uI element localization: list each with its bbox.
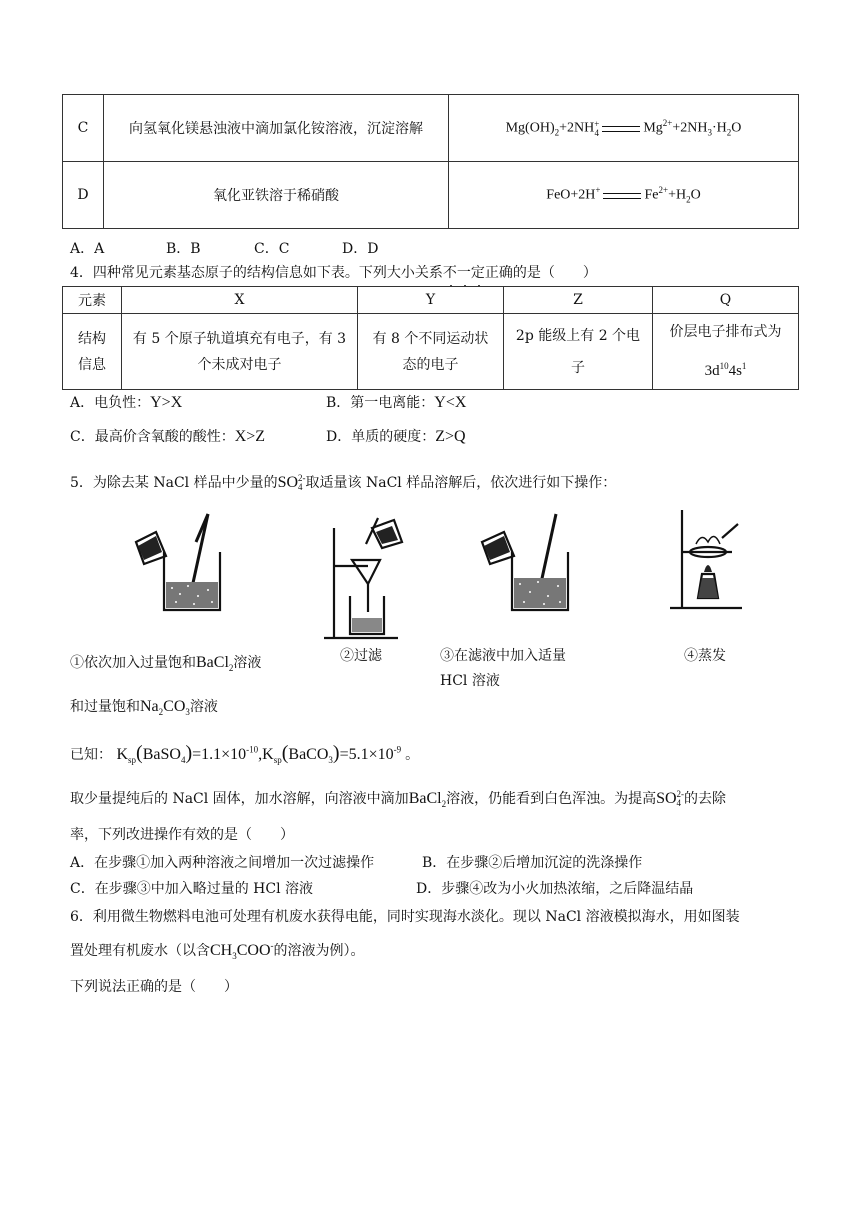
option-a[interactable]: A．在步骤①加入两种溶液之间增加一次过滤操作 xyxy=(70,855,375,871)
row-description: 氧化亚铁溶于稀硝酸 xyxy=(104,162,449,229)
header-z: Z xyxy=(504,287,653,314)
q5-question: 率，下列改进操作有效的是（ ） xyxy=(70,827,294,843)
caption-step1-cont: 和过量饱和$Na_2CO_3$溶液 xyxy=(70,698,218,718)
option-c[interactable]: C．在步骤③中加入略过量的 HCl 溶液 xyxy=(70,881,314,897)
q6-line2: 置处理有机废水（以含$CH_3COO^-$的溶液为例）。 xyxy=(70,940,365,962)
q5-options-row1 xyxy=(70,852,642,872)
q5-stem: 5．为除去某 NaCl 样品中少量的SO 2- 4 取适量该 NaCl 样品溶解后，依次进行如下操作： xyxy=(70,473,617,493)
apparatus-filtration-icon xyxy=(322,508,406,646)
q4-header-row xyxy=(63,287,799,314)
row-label: 结构信息 xyxy=(63,314,122,390)
q3-table xyxy=(62,94,799,229)
row-label: D xyxy=(63,162,104,229)
equals-sign xyxy=(602,126,640,132)
header-x: X xyxy=(122,287,358,314)
q4-table xyxy=(62,286,799,390)
option-d[interactable]: D．D xyxy=(342,241,379,257)
q5-paragraph: 取少量提纯后的 NaCl 固体，加水溶解，向溶液中滴加BaCl$_2$溶液，仍能看到白色浑浊。为提高SO 2- 4 的去除 xyxy=(70,789,727,810)
apparatus-evaporation-icon xyxy=(666,508,746,614)
q3-options xyxy=(70,238,378,258)
q3-row-c xyxy=(63,95,799,162)
q4-options-row1 xyxy=(70,392,466,412)
z-info: 2p 能级上有 2 个电子 xyxy=(504,314,653,390)
equation-c: $Mg(OH)_2+2NH$ + 4 $Mg^{2+}+2NH_3\cdot H_2O$ xyxy=(449,95,799,162)
emphasis-text: 不一定 xyxy=(442,265,485,281)
option-b[interactable]: B．B xyxy=(166,241,201,257)
header-q: Q xyxy=(653,287,799,314)
row-label: C xyxy=(63,95,104,162)
caption-step1: ①依次加入过量饱和BaCl$_2$溶液 xyxy=(70,654,262,674)
q3-row-d xyxy=(63,162,799,229)
caption-step2: ②过滤 xyxy=(340,648,382,664)
row-description: 向氢氧化镁悬浊液中滴加氯化铵溶液，沉淀溶解 xyxy=(104,95,449,162)
q4-info-row xyxy=(63,314,799,390)
apparatus-add-hcl-icon xyxy=(476,512,572,616)
q4-stem: 4．四种常见元素基态原子的结构信息如下表。下列大小关系不一定正确的是（ ） xyxy=(70,265,597,281)
equation-d: FeO+2H+ $Fe^{2+}+H_2O$ xyxy=(449,162,799,229)
option-d[interactable]: D．单质的硬度：Z>Q xyxy=(326,428,466,445)
x-info: 有 5 个原子轨道填充有电子，有 3 个未成对电子 xyxy=(122,314,358,390)
caption-step3: ③在滤液中加入适量 HCl 溶液 xyxy=(440,648,566,689)
ksp-line: 已知： $K_{sp}(BaSO_4)=1.1\times 10^{-10},K_{sp}(BaCO_3)=5.1\times 10^{-9}$ 。 xyxy=(70,742,420,766)
option-b[interactable]: B．第一电离能：Y<X xyxy=(326,394,467,411)
option-c[interactable]: C．最高价含氧酸的酸性：X>Z xyxy=(70,428,266,445)
header-element: 元素 xyxy=(63,287,122,314)
option-a[interactable]: A．电负性：Y>X xyxy=(70,394,183,411)
q6-line1: 6．利用微生物燃料电池可处理有机废水获得电能，同时实现海水淡化。现以 NaCl 溶液模拟海水，用如图装 xyxy=(70,909,740,925)
equals-sign xyxy=(603,193,641,199)
q-info: 价层电子排布式为 $3d^{10}4s^1$ xyxy=(653,314,799,390)
q5-options-row2 xyxy=(70,878,693,898)
q4-options-row2 xyxy=(70,426,466,446)
option-a[interactable]: A．A xyxy=(70,241,105,257)
option-b[interactable]: B．在步骤②后增加沉淀的洗涤操作 xyxy=(422,855,643,871)
option-c[interactable]: C．C xyxy=(254,241,290,257)
caption-step4: ④蒸发 xyxy=(684,648,726,664)
q6-question: 下列说法正确的是（ ） xyxy=(70,979,238,995)
apparatus-add-solutions-icon xyxy=(128,512,224,616)
header-y: Y xyxy=(358,287,504,314)
y-info: 有 8 个不同运动状态的电子 xyxy=(358,314,504,390)
option-d[interactable]: D．步骤④改为小火加热浓缩，之后降温结晶 xyxy=(416,881,694,897)
